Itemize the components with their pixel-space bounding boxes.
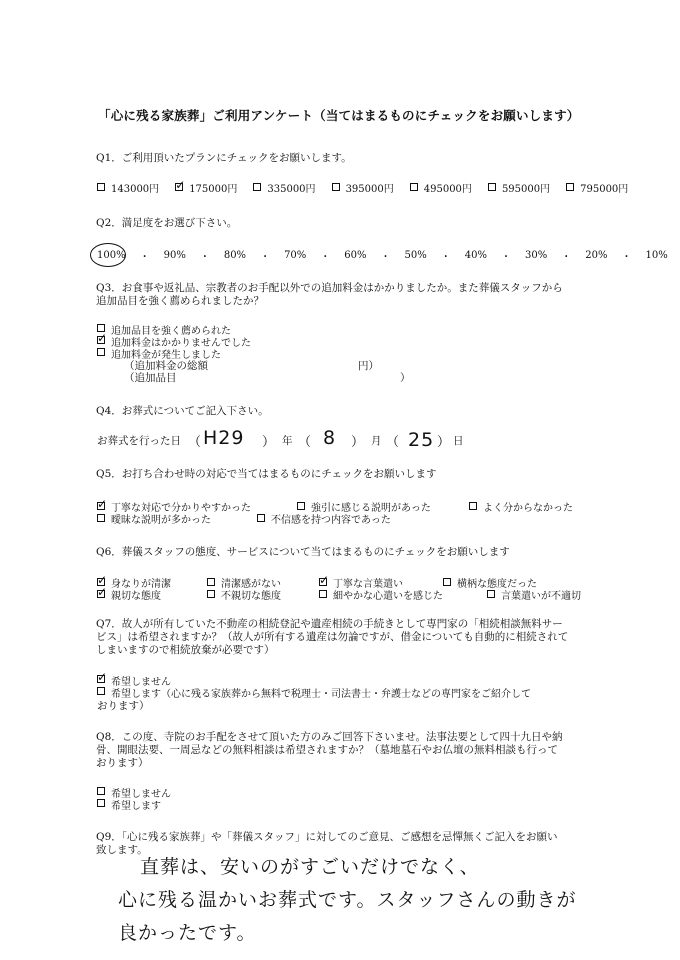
option-label: 清潔感がない [221, 579, 281, 590]
q8-question-line1: Q8．この度、寺院のお手配をさせて頂いた方のみご回答下さいませ。法事法要として四十九日や納 [96, 731, 563, 743]
meeting-option-2[interactable] [469, 499, 619, 514]
q9-answer-line2: 心に残る温かいお葬式です。スタッフさんの動きが [118, 889, 577, 911]
option-label: 175000円 [189, 184, 238, 195]
q6-options-row2 [97, 587, 627, 602]
option-label: 追加料金はかかりませんでした [111, 337, 251, 349]
q6-question: Q6．葬儀スタッフの態度、サービスについて当てはまるものにチェックをお願いします [96, 546, 510, 558]
q4-year-value: H29 [203, 427, 245, 449]
satisfaction-option-4[interactable]: 60% [344, 250, 367, 261]
checkbox-icon[interactable] [488, 183, 496, 191]
meeting-option-b-1[interactable] [257, 511, 457, 526]
q7-options [97, 674, 531, 698]
option-label: 795000円 [580, 184, 629, 195]
checkbox-icon[interactable] [566, 183, 574, 191]
staff-option-b-2[interactable] [319, 587, 487, 602]
satisfaction-option-3[interactable]: 70% [284, 250, 307, 261]
q4-day-close: ） [437, 435, 451, 450]
q9-answer-line3: 良かったです。 [118, 922, 257, 944]
option-label: 曖昧な説明が多かった [111, 515, 211, 526]
plan-option-1[interactable] [175, 180, 237, 195]
satisfaction-option-2[interactable]: 80% [223, 250, 247, 261]
satisfaction-option-0[interactable]: 100% [97, 250, 126, 261]
checkbox-icon[interactable] [97, 787, 105, 795]
scale-separator: ・ [199, 252, 210, 263]
option-label: 身なりが清潔 [111, 579, 171, 590]
q8-question-line2: 骨、開眼法要、一周忌などの無料相談は希望されますか？（墓地墓石やお仏壇の無料相談も行って [96, 744, 558, 756]
option-label: 143000円 [111, 184, 160, 195]
checkbox-icon[interactable] [257, 514, 265, 522]
checkbox-icon[interactable] [443, 578, 451, 586]
checkbox-icon[interactable] [332, 183, 340, 191]
checkbox-checked-icon[interactable] [319, 578, 327, 586]
survey-title: 「心に残る家族葬」ご利用アンケート（当てはまるものにチェックをお願いします） [98, 108, 580, 123]
option-label: 強引に感じる説明があった [311, 503, 431, 514]
q3-total-label: （追加料金の総額 [124, 360, 208, 372]
q3-question-line2: 追加品目を強く薦められましたか？ [96, 295, 264, 307]
checkbox-icon[interactable] [207, 590, 215, 598]
option-label: 希望しません [111, 788, 171, 800]
checkbox-checked-icon[interactable] [97, 502, 105, 510]
scale-separator: ・ [260, 252, 271, 263]
q2-scale [97, 248, 668, 263]
q7-question-line3: しまいますので相続放棄が必要です） [96, 644, 275, 656]
q4-day-open: （ [386, 435, 400, 450]
staff-option-b-3[interactable] [487, 587, 627, 602]
q5-question: Q5．お打ち合わせ時の対応で当てはまるものにチェックをお願いします [96, 468, 437, 480]
option-label: 395000円 [345, 184, 394, 195]
checkbox-icon[interactable] [469, 502, 477, 510]
q7-option2-continued: おります） [97, 700, 150, 712]
satisfaction-option-1[interactable]: 90% [163, 250, 186, 261]
option-label: 希望しません [111, 676, 171, 688]
option-label: 横柄な態度だった [457, 579, 537, 590]
q4-date-label: お葬式を行った日 [97, 435, 181, 447]
plan-option-5[interactable] [488, 180, 550, 195]
checkbox-icon[interactable] [97, 183, 105, 191]
checkbox-icon[interactable] [253, 183, 261, 191]
checkbox-checked-icon[interactable] [97, 590, 105, 598]
q5-options-row2 [97, 511, 457, 526]
checkbox-icon[interactable] [487, 590, 495, 598]
checkbox-icon[interactable] [97, 799, 105, 807]
plan-option-0[interactable] [97, 180, 159, 195]
checkbox-icon[interactable] [319, 590, 327, 598]
plan-option-3[interactable] [332, 180, 394, 195]
memorial-option-1[interactable] [97, 797, 161, 812]
option-label: 335000円 [267, 184, 316, 195]
q2-question: Q2．満足度をお選び下さい。 [96, 217, 238, 229]
scale-separator: ・ [440, 252, 451, 263]
option-label: 丁寧な対応で分かりやすかった [111, 503, 251, 514]
q9-answer-line1: 直葬は、安いのがすごいだけでなく、 [140, 856, 480, 878]
scale-separator: ・ [501, 252, 511, 263]
meeting-option-b-0[interactable] [97, 511, 257, 526]
q7-question-line1: Q7．故人が所有していた不動産の相続登記や遺産相続の手続きとして専門家の「相続相談無料サー [96, 618, 563, 630]
option-label: 不信感を持つ内容であった [271, 515, 391, 526]
q4-year-open: （ [188, 435, 202, 450]
scale-separator: ・ [139, 252, 150, 263]
q4-year-close: ） [262, 435, 276, 450]
scale-separator: ・ [561, 252, 572, 263]
q4-month-open: （ [298, 435, 312, 450]
satisfaction-option-6[interactable]: 40% [464, 250, 487, 261]
option-label: 希望します [111, 800, 161, 812]
q4-question: Q4．お葬式についてご記入下さい。 [96, 405, 269, 417]
q4-year-unit: 年 [282, 435, 293, 447]
staff-option-b-1[interactable] [207, 587, 319, 602]
q1-options [97, 180, 644, 195]
q9-question-line1: Q9．「心に残る家族葬」や「葬儀スタッフ」に対してのご意見、ご感想を忌憚無くご記入をお願い [96, 831, 558, 843]
option-label: 希望します（心に残る家族葬から無料で税理士・司法書士・弁護士などの専門家をご紹介して [111, 688, 531, 700]
checkbox-icon[interactable] [207, 578, 215, 586]
q4-month-value: 8 [323, 427, 337, 449]
checkbox-icon[interactable] [97, 348, 105, 356]
plan-option-6[interactable] [566, 180, 628, 195]
option-label: 言葉遣いが不適切 [501, 591, 581, 602]
option-label: 丁寧な言葉遣い [333, 579, 403, 590]
q4-day-value: 25 [408, 429, 435, 451]
q3-items-label: （追加品目 [124, 372, 177, 384]
inheritance-option-1[interactable] [97, 685, 531, 700]
scale-separator: ・ [380, 252, 391, 263]
plan-option-2[interactable] [253, 180, 315, 195]
satisfaction-option-7[interactable]: 30% [525, 250, 548, 261]
q4-month-unit: 月 [371, 435, 382, 447]
q8-question-line3: おります） [96, 757, 149, 769]
q1-question: Q1．ご利用頂いたプランにチェックをお願いします。 [96, 152, 352, 164]
satisfaction-option-5[interactable]: 50% [404, 250, 427, 261]
staff-option-b-0[interactable] [97, 587, 207, 602]
q3-question-line1: Q3．お食事や返礼品、宗教者のお手配以外での追加料金はかかりましたか。また葬儀スタッフから [96, 282, 563, 294]
option-label: よく分からなかった [483, 503, 573, 514]
scale-separator: ・ [621, 252, 632, 263]
option-label: 不親切な態度 [221, 591, 281, 602]
plan-option-4[interactable] [410, 180, 472, 195]
option-label: 追加品目を強く薦められた [111, 325, 231, 337]
option-label: 495000円 [423, 184, 472, 195]
satisfaction-option-9[interactable]: 10% [645, 250, 668, 261]
checkbox-checked-icon[interactable] [175, 183, 183, 191]
checkbox-icon[interactable] [410, 183, 418, 191]
checkbox-icon[interactable] [297, 502, 305, 510]
q7-question-line2: ビス」は希望されますか？（故人が所有する遺産は勿論ですが、借金についても自動的に相続されて [96, 631, 569, 643]
scale-separator: ・ [320, 252, 331, 263]
satisfaction-option-8[interactable]: 20% [585, 250, 608, 261]
option-label: 追加料金が発生しました [111, 349, 221, 361]
q3-total-unit: 円） [358, 360, 379, 372]
q4-day-unit: 日 [453, 435, 464, 447]
q3-options [97, 323, 251, 359]
q8-options [97, 786, 171, 810]
q4-month-close: ） [351, 435, 365, 450]
checkbox-checked-icon[interactable] [97, 675, 105, 683]
option-label: 親切な態度 [111, 591, 161, 602]
q3-items-close: ） [400, 372, 411, 384]
checkbox-icon[interactable] [97, 514, 105, 522]
option-label: 595000円 [501, 184, 551, 195]
checkbox-icon[interactable] [97, 687, 105, 695]
option-label: 細やかな心遣いを感じた [333, 591, 443, 602]
q9-question-line2: 致します。 [96, 844, 148, 856]
checkbox-checked-icon[interactable] [97, 336, 105, 344]
